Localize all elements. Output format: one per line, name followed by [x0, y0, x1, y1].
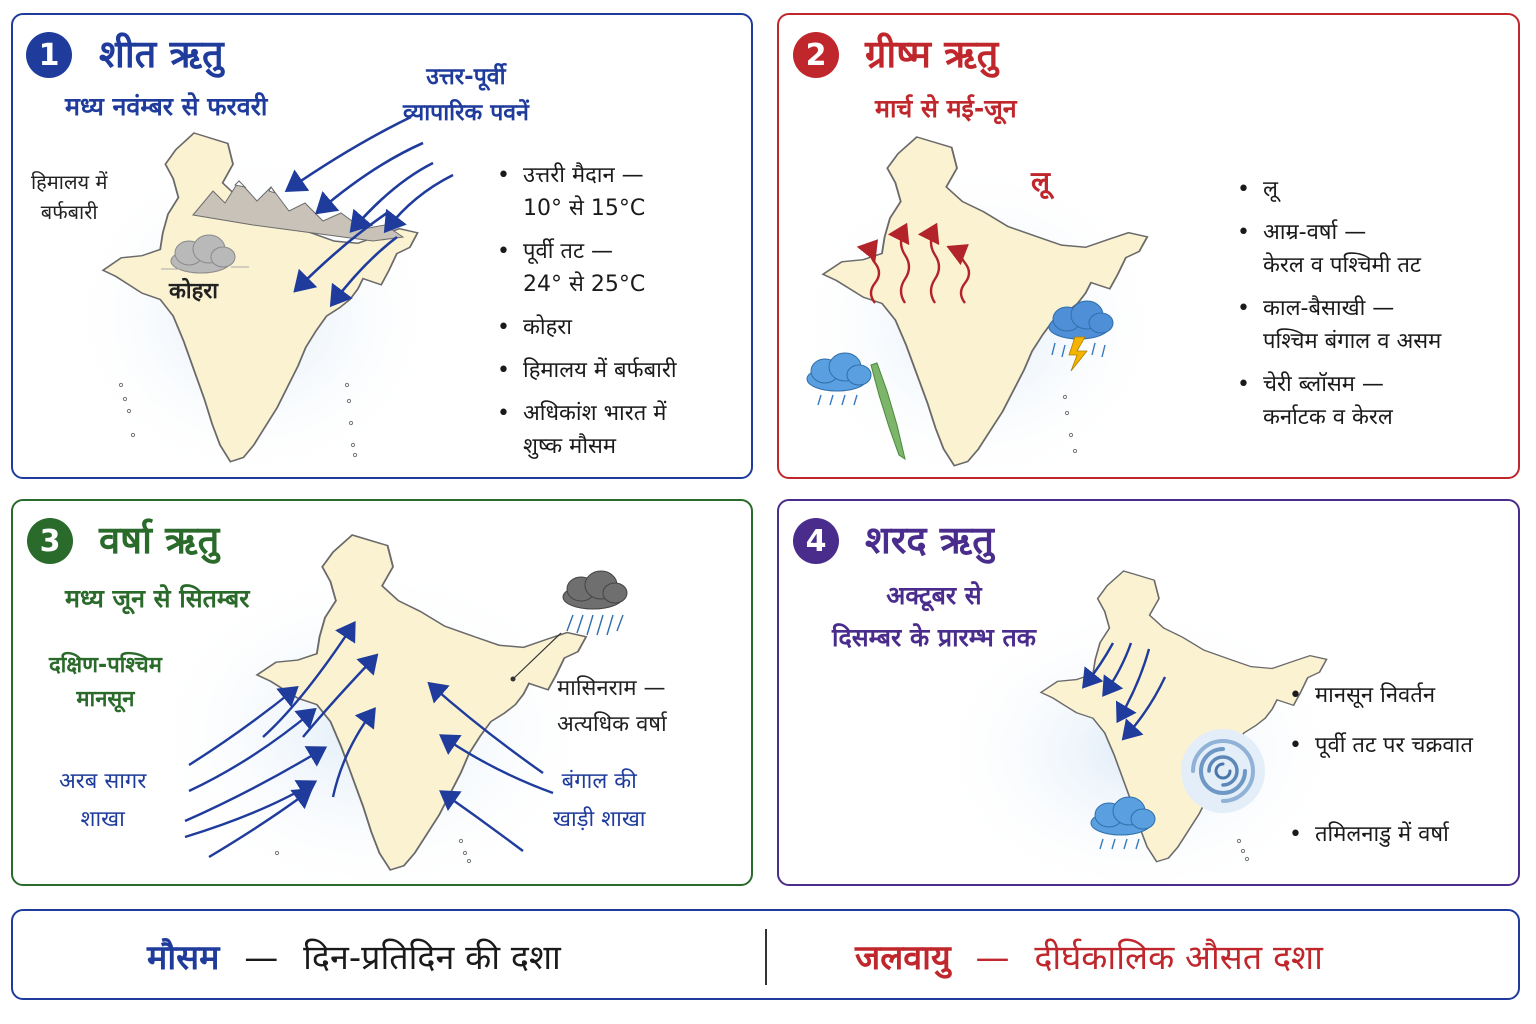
- autumn-season-panel: [777, 499, 1520, 886]
- climate-definition: [855, 933, 1323, 979]
- season-number-badge: 3: [27, 518, 73, 564]
- mawsynram-point: [511, 677, 516, 682]
- climate-term: जलवायु: [855, 938, 951, 978]
- list-item: • तमिलनाडु में वर्षा: [1289, 818, 1473, 851]
- list-item: • काल-बैसाखी — पश्चिम बंगाल व असम: [1237, 292, 1441, 358]
- divider: [765, 929, 767, 985]
- summer-season-panel: [777, 13, 1520, 479]
- climate-meaning: दीर्घकालिक औसत दशा: [1034, 938, 1323, 978]
- list-item: • कोहरा: [497, 311, 677, 344]
- weather-vs-climate-strip: [11, 909, 1520, 1000]
- summer-bullet-list: [1237, 173, 1441, 444]
- winter-bullet-list: [497, 159, 677, 473]
- season-title: वर्षा ऋतु: [99, 518, 220, 562]
- season-title: शरद ऋतु: [865, 518, 994, 562]
- weather-dash: —: [244, 938, 279, 978]
- list-item: • चेरी ब्लॉसम — कर्नाटक व केरल: [1237, 368, 1441, 434]
- monsoon-season-panel: [11, 499, 753, 886]
- trade-winds-label: उत्तर-पूर्वी व्यापारिक पवनें: [403, 64, 529, 126]
- season-duration: मध्य जून से सितम्बर: [65, 584, 250, 613]
- list-item: • आम्र-वर्षा — केरल व पश्चिमी तट: [1237, 216, 1441, 282]
- arabian-sea-branch-label: अरब सागर शाखा: [59, 769, 147, 832]
- southwest-monsoon-label: दक्षिण-पश्चिम मानसून: [49, 653, 162, 712]
- season-duration: मध्य नवंम्बर से फरवरी: [65, 92, 268, 121]
- fog-label: कोहरा: [169, 279, 218, 304]
- list-item: • हिमालय में बर्फबारी: [497, 354, 677, 387]
- autumn-bullet-list: [1289, 679, 1473, 861]
- season-number-badge: 4: [793, 518, 839, 564]
- bay-of-bengal-branch-label: बंगाल की खाड़ी शाखा: [553, 769, 646, 832]
- list-item: • पूर्वी तट — 24° से 25°C: [497, 235, 677, 301]
- cyclone-icon: [1181, 729, 1265, 813]
- list-item: • मानसून निवर्तन: [1289, 679, 1473, 712]
- season-title: ग्रीष्म ऋतु: [865, 32, 999, 76]
- mawsynram-label: मासिनराम — अत्यधिक वर्षा: [557, 676, 667, 737]
- weather-term: मौसम: [147, 938, 220, 978]
- list-item: • उत्तरी मैदान — 10° से 15°C: [497, 159, 677, 225]
- himalaya-snow-label: हिमालय में बर्फबारी: [31, 170, 108, 224]
- season-number-badge: 2: [793, 32, 839, 78]
- weather-meaning: दिन-प्रतिदिन की दशा: [303, 938, 561, 978]
- mawsynram-rain-cloud-icon: [563, 571, 627, 635]
- season-duration: अक्टूबर से दिसम्बर के प्रारम्भ तक: [831, 581, 1037, 652]
- winter-season-panel: [11, 13, 753, 479]
- list-item: • पूर्वी तट पर चक्रवात: [1289, 729, 1473, 762]
- season-number-badge: 1: [26, 32, 72, 78]
- loo-label: लू: [1031, 165, 1050, 198]
- season-duration: मार्च से मई-जून: [875, 94, 1017, 123]
- list-item: • अधिकांश भारत में शुष्क मौसम: [497, 397, 677, 463]
- season-title: शीत ऋतु: [99, 32, 224, 76]
- list-item: • लू: [1237, 173, 1441, 206]
- weather-definition: [147, 933, 561, 979]
- climate-dash: —: [975, 938, 1010, 978]
